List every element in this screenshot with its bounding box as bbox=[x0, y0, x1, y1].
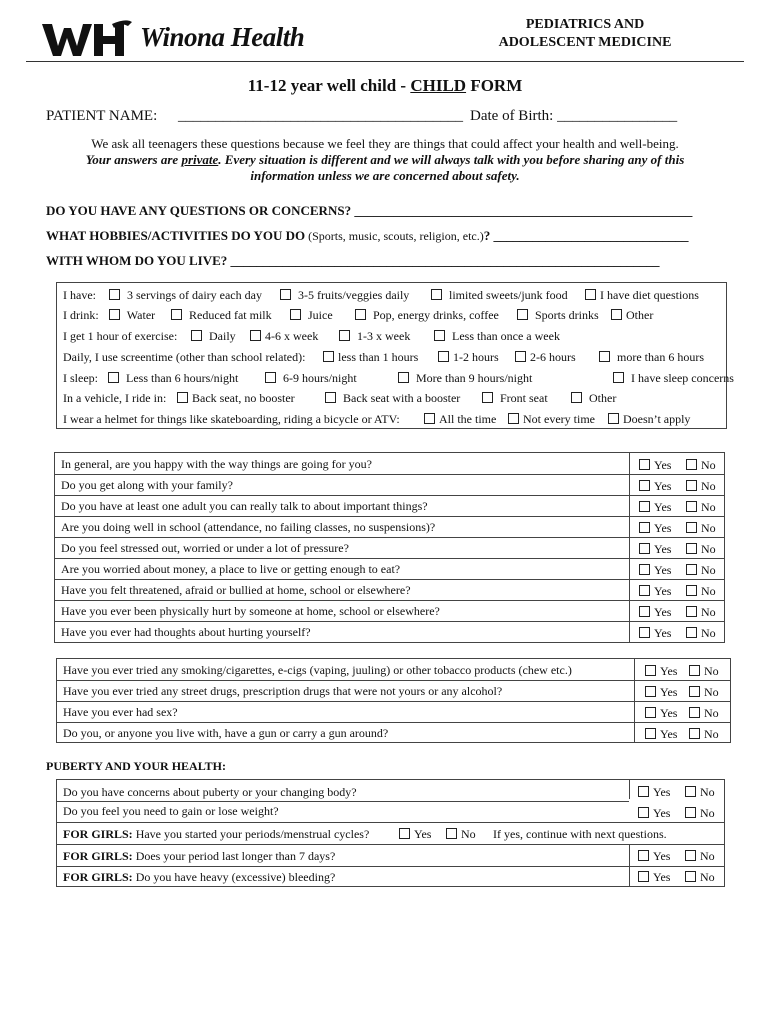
puberty-q5-yes[interactable] bbox=[638, 870, 670, 885]
checkbox[interactable] bbox=[424, 413, 435, 424]
vehicle-opt-3[interactable] bbox=[482, 391, 548, 406]
puberty-q2-yes[interactable] bbox=[638, 806, 670, 821]
checkbox[interactable] bbox=[517, 309, 528, 320]
yes-label: Yes bbox=[660, 706, 678, 720]
drink-opt-6[interactable] bbox=[611, 308, 653, 323]
title-child: CHILD bbox=[410, 76, 467, 95]
q4-text: Does your period last longer than 7 days? bbox=[132, 849, 336, 863]
no-label: No bbox=[704, 706, 719, 720]
no-option[interactable] bbox=[689, 664, 719, 679]
column-divider bbox=[485, 822, 486, 823]
screen-opt-2[interactable] bbox=[438, 350, 499, 365]
question-text: Are you worried about money, a place to live or getting enough to eat? bbox=[61, 562, 401, 576]
q5-text: Do you have heavy (excessive) bleeding? bbox=[132, 870, 336, 884]
checkbox[interactable] bbox=[645, 728, 656, 739]
checkbox[interactable] bbox=[191, 330, 202, 341]
checkbox[interactable] bbox=[339, 330, 350, 341]
yes-option[interactable] bbox=[639, 500, 671, 515]
wellbeing-table bbox=[54, 452, 725, 643]
no-label: No bbox=[704, 727, 719, 741]
yes-label: Yes bbox=[654, 458, 672, 472]
yes-option[interactable] bbox=[639, 563, 671, 578]
question-text: Are you doing well in school (attendance, no failing classes, no suspensions)? bbox=[61, 520, 436, 534]
dob-field[interactable]: Date of Birth: ________________ bbox=[470, 108, 678, 124]
row-divider bbox=[57, 801, 629, 802]
option-label: Doesn’t apply bbox=[623, 412, 691, 426]
no-option[interactable] bbox=[689, 685, 719, 700]
drink-opt-4[interactable] bbox=[355, 308, 499, 323]
checkbox[interactable] bbox=[639, 480, 650, 491]
checkbox[interactable] bbox=[611, 309, 622, 320]
checkbox[interactable] bbox=[639, 585, 650, 596]
no-label: No bbox=[701, 584, 716, 598]
puberty-q3-yes[interactable] bbox=[399, 827, 431, 842]
checkbox[interactable] bbox=[109, 289, 120, 300]
no-label: No bbox=[701, 563, 716, 577]
option-label: Sports drinks bbox=[535, 308, 599, 322]
yes-option[interactable] bbox=[639, 605, 671, 620]
question-text: In general, are you happy with the way things are going for you? bbox=[61, 457, 372, 471]
dept-line-1: PEDIATRICS AND bbox=[525, 17, 645, 32]
intro-italic-b: . Every situation is different and we will always talk with you before sharing any of this bbox=[218, 152, 685, 167]
checkbox[interactable] bbox=[177, 392, 188, 403]
no-option[interactable] bbox=[686, 605, 716, 620]
checkbox[interactable] bbox=[686, 501, 697, 512]
no-label: No bbox=[704, 685, 719, 699]
yes-option[interactable] bbox=[639, 479, 671, 494]
checkbox[interactable] bbox=[571, 392, 582, 403]
no-option[interactable] bbox=[686, 584, 716, 599]
yes-option[interactable] bbox=[639, 521, 671, 536]
yes-option[interactable] bbox=[639, 458, 671, 473]
puberty-q4 bbox=[63, 849, 335, 864]
yes-option[interactable] bbox=[645, 664, 677, 679]
exercise-opt-1[interactable] bbox=[191, 329, 236, 344]
checkbox[interactable] bbox=[639, 627, 650, 638]
no-option[interactable] bbox=[686, 458, 716, 473]
column-divider bbox=[629, 453, 630, 642]
question-text: Have you ever tried any smoking/cigarettes, e-cigs (vaping, juuling) or other tobacco products (chew etc.) bbox=[63, 663, 572, 677]
yes-label: Yes bbox=[653, 870, 671, 884]
helmet-opt-3[interactable] bbox=[608, 412, 690, 427]
checkbox[interactable] bbox=[645, 707, 656, 718]
patient-name-label: PATIENT NAME: bbox=[46, 108, 158, 124]
exercise-label: I get 1 hour of exercise: bbox=[63, 329, 178, 343]
puberty-q1-no[interactable] bbox=[685, 785, 715, 800]
title-prefix: 11-12 year well child - bbox=[247, 76, 411, 95]
checkbox[interactable] bbox=[638, 807, 649, 818]
exercise-opt-4[interactable] bbox=[434, 329, 560, 344]
screen-opt-1[interactable] bbox=[323, 350, 418, 365]
sleep-opt-1[interactable] bbox=[108, 371, 238, 386]
checkbox[interactable] bbox=[689, 665, 700, 676]
option-label: Juice bbox=[308, 308, 333, 322]
puberty-q3 bbox=[63, 827, 369, 842]
sleep-opt-3[interactable] bbox=[398, 371, 532, 386]
header-rule bbox=[26, 61, 744, 62]
question-text: Have you ever had sex? bbox=[63, 705, 178, 719]
yes-label: Yes bbox=[653, 806, 671, 820]
puberty-q1: Do you have concerns about puberty or your changing body? bbox=[63, 785, 357, 799]
hobbies-c: ? ______________________________ bbox=[483, 228, 689, 243]
puberty-q3-note: If yes, continue with next questions. bbox=[493, 827, 667, 841]
checkbox[interactable] bbox=[686, 522, 697, 533]
checkbox[interactable] bbox=[686, 585, 697, 596]
no-label: No bbox=[700, 806, 715, 820]
option-label: Less than once a week bbox=[452, 329, 560, 343]
risk-table bbox=[56, 658, 731, 743]
intro-private: private bbox=[181, 152, 219, 167]
checkbox[interactable] bbox=[108, 372, 119, 383]
helmet-opt-2[interactable] bbox=[508, 412, 595, 427]
checkbox[interactable] bbox=[355, 309, 366, 320]
checkbox[interactable] bbox=[689, 707, 700, 718]
checkbox[interactable] bbox=[685, 850, 696, 861]
row-divider bbox=[57, 722, 730, 723]
column-divider bbox=[629, 844, 630, 886]
option-label: More than 9 hours/night bbox=[416, 371, 533, 385]
no-label: No bbox=[701, 521, 716, 535]
no-label: No bbox=[700, 849, 715, 863]
row-divider bbox=[57, 701, 730, 702]
department-name bbox=[480, 16, 690, 52]
option-label: Daily bbox=[209, 329, 236, 343]
vehicle-label: In a vehicle, I ride in: bbox=[63, 391, 167, 405]
question-text: Have you ever been physically hurt by someone at home, school or elsewhere? bbox=[61, 604, 440, 618]
logo bbox=[40, 18, 340, 60]
have-opt-4[interactable] bbox=[585, 288, 699, 303]
no-option[interactable] bbox=[686, 626, 716, 641]
puberty-table bbox=[56, 779, 725, 887]
option-label: 4-6 x week bbox=[265, 329, 319, 343]
logo-mark-icon bbox=[40, 18, 132, 58]
option-label: I have sleep concerns bbox=[631, 371, 734, 385]
checkbox[interactable] bbox=[685, 807, 696, 818]
sleep-label: I sleep: bbox=[63, 371, 98, 385]
sleep-opt-2[interactable] bbox=[265, 371, 357, 386]
title-suffix: FORM bbox=[466, 76, 523, 95]
checkbox[interactable] bbox=[689, 686, 700, 697]
option-label: 2-6 hours bbox=[530, 350, 576, 364]
intro-text bbox=[30, 136, 740, 184]
yes-option[interactable] bbox=[645, 706, 677, 721]
puberty-q4-yes[interactable] bbox=[638, 849, 670, 864]
vehicle-opt-4[interactable] bbox=[571, 391, 616, 406]
have-row bbox=[63, 288, 96, 303]
yes-label: Yes bbox=[660, 727, 678, 741]
yes-option[interactable] bbox=[645, 685, 677, 700]
patient-name-field[interactable]: ______________________________________ bbox=[178, 108, 463, 124]
checkbox[interactable] bbox=[645, 665, 656, 676]
puberty-q3-no[interactable] bbox=[446, 827, 476, 842]
drink-label: I drink: bbox=[63, 308, 99, 322]
drink-opt-2[interactable] bbox=[171, 308, 272, 323]
checkbox[interactable] bbox=[639, 501, 650, 512]
drink-opt-1[interactable] bbox=[109, 308, 155, 323]
checkbox[interactable] bbox=[689, 728, 700, 739]
option-label: 1-3 x week bbox=[357, 329, 411, 343]
have-opt-3[interactable] bbox=[431, 288, 568, 303]
checkbox[interactable] bbox=[686, 627, 697, 638]
option-label: 6-9 hours/night bbox=[283, 371, 357, 385]
yes-label: Yes bbox=[654, 542, 672, 556]
have-opt-1[interactable] bbox=[109, 288, 262, 303]
checkbox[interactable] bbox=[686, 606, 697, 617]
row-divider bbox=[55, 495, 724, 496]
option-label: less than 1 hours bbox=[338, 350, 419, 364]
question-text: Do you get along with your family? bbox=[61, 478, 233, 492]
yes-label: Yes bbox=[653, 849, 671, 863]
checkbox[interactable] bbox=[290, 309, 301, 320]
checkbox[interactable] bbox=[399, 828, 410, 839]
option-label: limited sweets/junk food bbox=[449, 288, 568, 302]
checkbox[interactable] bbox=[686, 459, 697, 470]
yes-label: Yes bbox=[414, 827, 432, 841]
checkbox[interactable] bbox=[639, 564, 650, 575]
option-label: Pop, energy drinks, coffee bbox=[373, 308, 499, 322]
no-label: No bbox=[700, 870, 715, 884]
intro-italic-a: Your answers are bbox=[85, 152, 182, 167]
checkbox[interactable] bbox=[323, 351, 334, 362]
checkbox[interactable] bbox=[638, 871, 649, 882]
no-label: No bbox=[701, 479, 716, 493]
checkbox[interactable] bbox=[686, 543, 697, 554]
option-label: Other bbox=[589, 391, 617, 405]
row-divider bbox=[55, 558, 724, 559]
puberty-q4-no[interactable] bbox=[685, 849, 715, 864]
no-option[interactable] bbox=[689, 706, 719, 721]
yes-label: Yes bbox=[654, 479, 672, 493]
habits-box bbox=[56, 282, 734, 429]
checkbox[interactable] bbox=[638, 786, 649, 797]
checkbox[interactable] bbox=[639, 606, 650, 617]
intro-italic bbox=[30, 152, 740, 168]
helmet-label: I wear a helmet for things like skateboarding, riding a bicycle or ATV: bbox=[63, 412, 400, 426]
checkbox[interactable] bbox=[685, 786, 696, 797]
checkbox[interactable] bbox=[645, 686, 656, 697]
q3-text: Have you started your periods/menstrual cycles? bbox=[132, 827, 370, 841]
yes-option[interactable] bbox=[639, 626, 671, 641]
have-opt-2[interactable] bbox=[280, 288, 409, 303]
no-option[interactable] bbox=[686, 500, 716, 515]
intro-italic-c: information unless we are concerned about safety. bbox=[250, 168, 520, 183]
form-title bbox=[0, 76, 770, 96]
puberty-heading: PUBERTY AND YOUR HEALTH: bbox=[46, 759, 226, 773]
yes-option[interactable] bbox=[639, 542, 671, 557]
checkbox[interactable] bbox=[638, 850, 649, 861]
drink-opt-5[interactable] bbox=[517, 308, 599, 323]
checkbox[interactable] bbox=[438, 351, 449, 362]
no-option[interactable] bbox=[686, 521, 716, 536]
hobbies-a: WHAT HOBBIES/ACTIVITIES DO YOU DO bbox=[46, 228, 306, 243]
option-label: Back seat with a booster bbox=[343, 391, 461, 405]
dept-line-2: ADOLESCENT MEDICINE bbox=[498, 35, 672, 50]
yes-label: Yes bbox=[654, 605, 672, 619]
no-label: No bbox=[700, 785, 715, 799]
no-label: No bbox=[704, 664, 719, 678]
exercise-opt-2[interactable] bbox=[250, 329, 318, 344]
checkbox[interactable] bbox=[599, 351, 610, 362]
no-label: No bbox=[701, 500, 716, 514]
no-option[interactable] bbox=[686, 479, 716, 494]
drink-opt-3[interactable] bbox=[290, 308, 333, 323]
row-divider bbox=[55, 516, 724, 517]
option-label: 3-5 fruits/veggies daily bbox=[298, 288, 410, 302]
have-label: I have: bbox=[63, 288, 96, 302]
option-label: Front seat bbox=[500, 391, 548, 405]
question-text: Have you ever tried any street drugs, prescription drugs that were not yours or any alcohol? bbox=[63, 684, 503, 698]
yes-label: Yes bbox=[654, 521, 672, 535]
yes-label: Yes bbox=[654, 500, 672, 514]
checkbox[interactable] bbox=[250, 330, 261, 341]
checkbox[interactable] bbox=[639, 543, 650, 554]
no-label: No bbox=[461, 827, 476, 841]
question-text: Do you feel stressed out, worried or under a lot of pressure? bbox=[61, 541, 349, 555]
row-divider bbox=[55, 579, 724, 580]
checkbox[interactable] bbox=[685, 871, 696, 882]
yes-label: Yes bbox=[653, 785, 671, 799]
checkbox[interactable] bbox=[608, 413, 619, 424]
row-divider bbox=[55, 621, 724, 622]
screen-label: Daily, I use screentime (other than school related): bbox=[63, 350, 306, 364]
option-label: Not every time bbox=[523, 412, 595, 426]
helmet-opt-1[interactable] bbox=[424, 412, 496, 427]
vehicle-opt-1[interactable] bbox=[177, 391, 295, 406]
column-divider bbox=[629, 780, 630, 799]
no-label: No bbox=[701, 458, 716, 472]
screen-opt-4[interactable] bbox=[599, 350, 704, 365]
option-label: I have diet questions bbox=[600, 288, 699, 302]
girls-label: FOR GIRLS: bbox=[63, 827, 133, 841]
yes-label: Yes bbox=[660, 664, 678, 678]
checkbox[interactable] bbox=[325, 392, 336, 403]
no-option[interactable] bbox=[689, 727, 719, 742]
checkbox[interactable] bbox=[434, 330, 445, 341]
question-text: Have you ever had thoughts about hurting yourself? bbox=[61, 625, 311, 639]
option-label: Water bbox=[126, 308, 156, 322]
row-divider bbox=[57, 844, 724, 845]
checkbox[interactable] bbox=[639, 522, 650, 533]
girls-label: FOR GIRLS: bbox=[63, 870, 133, 884]
checkbox[interactable] bbox=[508, 413, 519, 424]
question-concerns[interactable]: DO YOU HAVE ANY QUESTIONS OR CONCERNS? ____________________________________________________ bbox=[46, 203, 693, 218]
no-label: No bbox=[701, 605, 716, 619]
checkbox[interactable] bbox=[639, 459, 650, 470]
row-divider bbox=[55, 600, 724, 601]
option-label: All the time bbox=[439, 412, 497, 426]
option-label: more than 6 hours bbox=[617, 350, 704, 364]
checkbox[interactable] bbox=[171, 309, 182, 320]
puberty-q5 bbox=[63, 870, 335, 885]
vehicle-opt-2[interactable] bbox=[325, 391, 460, 406]
option-label: Other bbox=[626, 308, 654, 322]
yes-option[interactable] bbox=[645, 727, 677, 742]
no-option[interactable] bbox=[686, 563, 716, 578]
checkbox[interactable] bbox=[585, 289, 596, 300]
checkbox[interactable] bbox=[265, 372, 276, 383]
row-divider bbox=[57, 680, 730, 681]
question-text: Do you have at least one adult you can really talk to about important things? bbox=[61, 499, 428, 513]
checkbox[interactable] bbox=[398, 372, 409, 383]
yes-label: Yes bbox=[654, 563, 672, 577]
intro-plain: We ask all teenagers these questions because we feel they are things that could affect your health and well-being. bbox=[91, 136, 679, 151]
row-divider bbox=[55, 474, 724, 475]
question-text: Do you, or anyone you live with, have a gun or carry a gun around? bbox=[63, 726, 389, 740]
puberty-q5-no[interactable] bbox=[685, 870, 715, 885]
puberty-q2: Do you feel you need to gain or lose weight? bbox=[63, 804, 279, 818]
sleep-opt-4[interactable] bbox=[613, 371, 734, 386]
checkbox[interactable] bbox=[431, 289, 442, 300]
option-label: 3 servings of dairy each day bbox=[127, 288, 262, 302]
question-text: Have you felt threatened, afraid or bullied at home, school or elsewhere? bbox=[61, 583, 411, 597]
option-label: 1-2 hours bbox=[453, 350, 499, 364]
checkbox[interactable] bbox=[446, 828, 457, 839]
no-option[interactable] bbox=[686, 542, 716, 557]
girls-label: FOR GIRLS: bbox=[63, 849, 133, 863]
checkbox[interactable] bbox=[109, 309, 120, 320]
option-label: Reduced fat milk bbox=[189, 308, 272, 322]
no-label: No bbox=[701, 542, 716, 556]
question-live-with[interactable]: WITH WHOM DO YOU LIVE? __________________________________________________________________ bbox=[46, 253, 660, 268]
puberty-q2-no[interactable] bbox=[685, 806, 715, 821]
checkbox[interactable] bbox=[515, 351, 526, 362]
no-label: No bbox=[701, 626, 716, 640]
checkbox[interactable] bbox=[280, 289, 291, 300]
checkbox[interactable] bbox=[686, 564, 697, 575]
puberty-q1-yes[interactable] bbox=[638, 785, 670, 800]
yes-label: Yes bbox=[660, 685, 678, 699]
checkbox[interactable] bbox=[686, 480, 697, 491]
hobbies-b: (Sports, music, scouts, religion, etc.) bbox=[305, 229, 484, 243]
option-label: Back seat, no booster bbox=[192, 391, 295, 405]
checkbox[interactable] bbox=[613, 372, 624, 383]
yes-option[interactable] bbox=[639, 584, 671, 599]
yes-label: Yes bbox=[654, 584, 672, 598]
row-divider bbox=[55, 537, 724, 538]
logo-text: Winona Health bbox=[140, 22, 305, 52]
column-divider bbox=[390, 822, 391, 823]
checkbox[interactable] bbox=[482, 392, 493, 403]
exercise-opt-3[interactable] bbox=[339, 329, 410, 344]
screen-opt-3[interactable] bbox=[515, 350, 576, 365]
row-divider bbox=[57, 866, 724, 867]
yes-label: Yes bbox=[654, 626, 672, 640]
question-hobbies[interactable] bbox=[46, 228, 689, 244]
option-label: Less than 6 hours/night bbox=[126, 371, 239, 385]
